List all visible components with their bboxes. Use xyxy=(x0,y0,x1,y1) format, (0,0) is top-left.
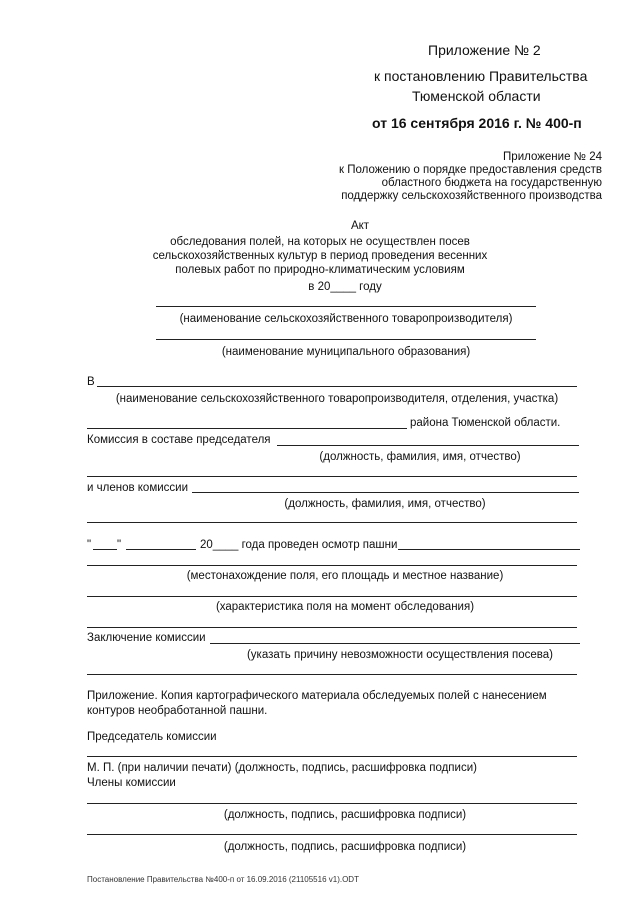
members-signature-label: Члены комиссии xyxy=(87,777,176,789)
commission-chair-label: Комиссия в составе председателя xyxy=(87,434,271,446)
municipality-caption: (наименование муниципального образования) xyxy=(221,346,471,358)
resolution-date-number: от 16 сентября 2016 г. № 400-п xyxy=(372,115,582,131)
act-title: Акт xyxy=(350,220,370,232)
member-signature-caption-2: (должность, подпись, расшифровка подписи) xyxy=(223,841,467,853)
conclusion-line[interactable] xyxy=(210,643,580,644)
act-year: в 20____ году xyxy=(308,281,382,293)
producer-line[interactable] xyxy=(156,306,536,307)
member-signature-line-2[interactable] xyxy=(87,834,577,835)
in-prefix: В xyxy=(87,376,95,388)
date-quote-open: " xyxy=(87,539,92,551)
act-line-1: обследования полей, на которых не осуществлен посев xyxy=(170,236,470,248)
field-extra-line[interactable] xyxy=(87,627,577,628)
inspection-text: 20____ года проведен осмотр пашни xyxy=(200,539,398,551)
location-caption: (местонахождение поля, его площадь и местное название) xyxy=(186,570,504,582)
municipality-line[interactable] xyxy=(156,339,536,340)
members-line[interactable] xyxy=(192,492,579,493)
region: Тюменской области xyxy=(412,88,541,104)
attachment-line-1: Приложение. Копия картографического материала обследуемых полей с нанесением xyxy=(87,690,547,702)
members-caption: (должность, фамилия, имя, отчество) xyxy=(284,498,486,510)
producer-caption: (наименование сельскохозяйственного товаропроизводителя) xyxy=(179,313,513,325)
chair-line[interactable] xyxy=(277,445,579,446)
conclusion-extra-line[interactable] xyxy=(87,674,577,675)
attachment-line-2: контуров необработанной пашни. xyxy=(87,705,268,717)
date-day-line[interactable] xyxy=(93,549,117,550)
members-label: и членов комиссии xyxy=(87,482,189,494)
appendix-number: Приложение № 2 xyxy=(428,42,541,58)
member-signature-line-1[interactable] xyxy=(87,803,577,804)
chair-signature-label: Председатель комиссии xyxy=(87,731,217,743)
field-caption: (характеристика поля на момент обследования) xyxy=(215,601,475,613)
in-line[interactable] xyxy=(97,386,577,387)
conclusion-caption: (указать причину невозможности осуществления посева) xyxy=(246,649,554,661)
location-line[interactable] xyxy=(87,565,577,566)
district-suffix: района Тюменской области. xyxy=(410,417,561,429)
sub-header-line-2: областного бюджета на государственную xyxy=(381,177,602,189)
member-signature-caption-1: (должность, подпись, расшифровка подписи) xyxy=(223,809,467,821)
stamp-caption: М. П. (при наличии печати) (должность, подпись, расшифровка подписи) xyxy=(87,762,477,774)
sub-header-line-3: поддержку сельскохозяйственного производства xyxy=(341,190,602,202)
act-line-3: полевых работ по природно-климатическим условиям xyxy=(175,264,465,276)
to-resolution: к постановлению Правительства xyxy=(374,68,588,84)
date-month-line[interactable] xyxy=(126,549,196,550)
conclusion-label: Заключение комиссии xyxy=(87,632,206,644)
field-line[interactable] xyxy=(87,596,577,597)
chair-caption: (должность, фамилия, имя, отчество) xyxy=(319,451,521,463)
sub-appendix-number: Приложение № 24 xyxy=(503,151,602,163)
date-quote-close: " xyxy=(117,539,122,551)
members-extra-line[interactable] xyxy=(87,522,577,523)
act-line-2: сельскохозяйственных культур в период проведения весенних xyxy=(152,250,488,262)
inspection-line[interactable] xyxy=(398,549,580,550)
in-caption: (наименование сельскохозяйственного товаропроизводителя, отделения, участка) xyxy=(115,393,559,405)
chair-signature-line[interactable] xyxy=(87,756,577,757)
sub-header-line-1: к Положению о порядке предоставления средств xyxy=(338,164,602,176)
document-footer: Постановление Правительства №400-п от 16.09.2016 (21105516 v1).ODT xyxy=(87,875,359,884)
chair-extra-line[interactable] xyxy=(87,476,577,477)
district-line[interactable] xyxy=(87,428,407,429)
